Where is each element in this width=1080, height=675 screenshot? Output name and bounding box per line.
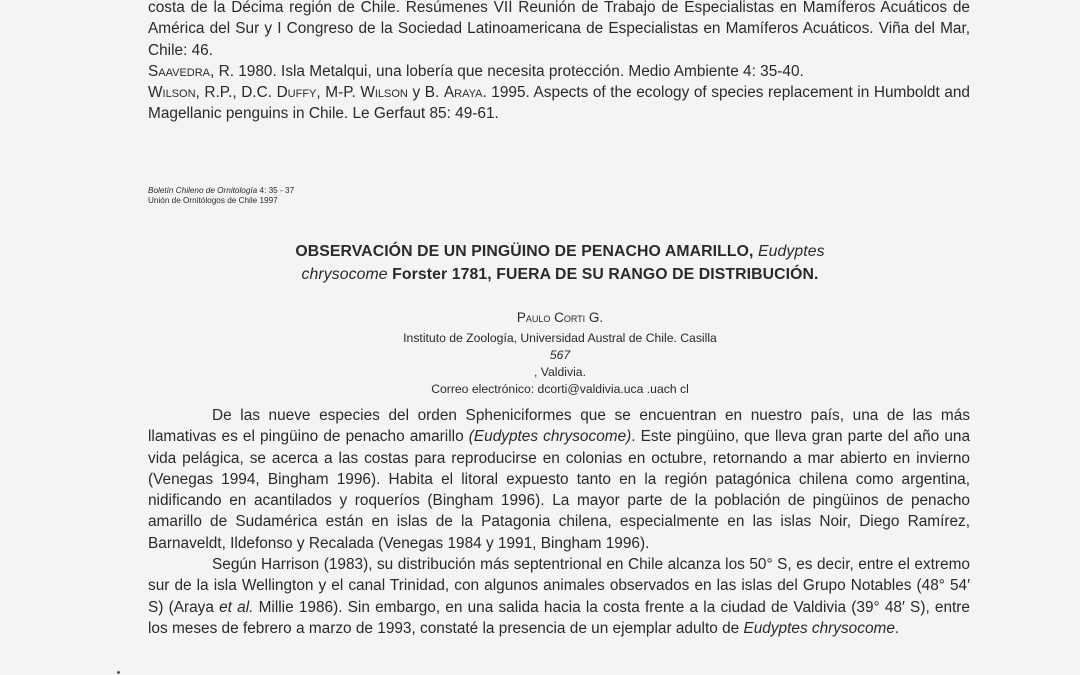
author-surname: Araya	[443, 84, 483, 102]
author-email: Correo electrónico: dcorti@valdivia.uca .uach cl	[431, 382, 689, 396]
journal-name-line	[148, 186, 448, 196]
italic-term: Eudyptes chrysocome	[743, 619, 895, 637]
title-species-epithet: chrysocome	[301, 265, 388, 283]
text-run: , R.P., D.C.	[195, 84, 277, 102]
text-run: costa de la Décima región de Chile. Resúmenes VII Reunión de Trabajo de Especialistas en Mamíferos Acuáticos de América del Sur y I Congreso de la Sociedad Latinoamericana de Especialistas en Mamíferos Acuáticos. Viña del Mar, Chile: 46.	[148, 0, 970, 59]
body-paragraph	[148, 554, 970, 639]
text-run: y B.	[407, 84, 444, 102]
author-surname: Duffy	[276, 84, 317, 102]
scan-speck	[117, 671, 120, 674]
text-run: Según Harrison (1983), su distribución más septentrional en Chile alcanza los 50° S, es decir, entre el extremo sur de la isla Wellington y el canal Trinidad, con algunos animales observados en las islas del Grupo Notables (48° 54′ S) (Araya	[148, 556, 970, 616]
author-name: Paulo Corti G.	[516, 310, 604, 325]
journal-name: Boletín Chileno de Ornitología	[148, 186, 258, 195]
text-run: . 1995. Aspects of the ecology of species replacement in Humboldt and Magellanic penguins in Chile. Le Gerfaut 85: 49-61.	[148, 84, 970, 123]
affiliation-city: , Valdivia.	[534, 365, 586, 379]
affiliation-box-number: 567	[549, 348, 571, 362]
text-run: .	[894, 619, 900, 637]
affiliation-institute: Instituto de Zoología, Universidad Austral de Chile. Casilla	[403, 331, 717, 345]
italic-term: (Eudyptes chrysocome)	[468, 428, 632, 446]
author-surname: Wilson	[360, 84, 408, 102]
body-paragraph	[148, 405, 970, 554]
journal-pages: 4: 35 - 37	[257, 186, 295, 195]
text-run: De las nueve especies del orden Spheniciformes que se encuentran en nuestro país, una de las más llamativas es el pingüino de penacho amarillo	[148, 407, 970, 446]
text-run: Millie 1986). Sin embargo, en una salida hacia la costa frente a la ciudad de Valdivia (39° 48′ S), entre los meses de febrero a marzo de 1993, constaté la presencia de un ejemplar adulto de	[148, 598, 970, 637]
text-run: , M-P.	[316, 84, 361, 102]
author-surname: Saavedra	[148, 62, 211, 80]
reference-entry	[148, 61, 970, 82]
references-section	[148, 0, 970, 125]
title-species-genus: Eudyptes	[757, 243, 825, 260]
journal-publisher: Unión de Ornitólogos de Chile 1997	[148, 196, 278, 205]
title-part2: Forster 1781, FUERA DE SU RANGO DE DISTRIBUCIÓN.	[387, 265, 819, 283]
journal-citation	[148, 186, 448, 206]
italic-term: et al.	[219, 598, 254, 616]
article-title	[150, 241, 970, 286]
reference-entry	[148, 0, 970, 61]
author-affiliation	[150, 330, 970, 398]
text-run: . Este pingüino, que lleva gran parte del año una vida pelágica, se acerca a las costas para reproducirse en colonias en octubre, retornando a mar abierto en invierno (Venegas 1994, Bingham 1996). Habita el litoral expuesto tanto en la región patagónica chilena como argentina, nidificando en acantilados y roqueríos (Bingham 1996). La mayor parte de la población de pingüinos de penacho amarillo de Sudamérica están en islas de la Patagonia chilena, especialmente en las islas Noir, Diego Ramírez, Barnaveldt, Ildefonso y Recalada (Venegas 1984 y 1991, Bingham 1996).	[148, 428, 970, 552]
article-body	[148, 405, 970, 639]
author-surname: Wilson	[148, 84, 196, 102]
title-part1: OBSERVACIÓN DE UN PINGÜINO DE PENACHO AMARILLO,	[295, 243, 758, 260]
reference-entry	[148, 82, 970, 125]
text-run: , R. 1980. Isla Metalqui, una lobería que necesita protección. Medio Ambiente 4: 35-40.	[210, 62, 804, 80]
affiliation-line	[150, 330, 970, 381]
